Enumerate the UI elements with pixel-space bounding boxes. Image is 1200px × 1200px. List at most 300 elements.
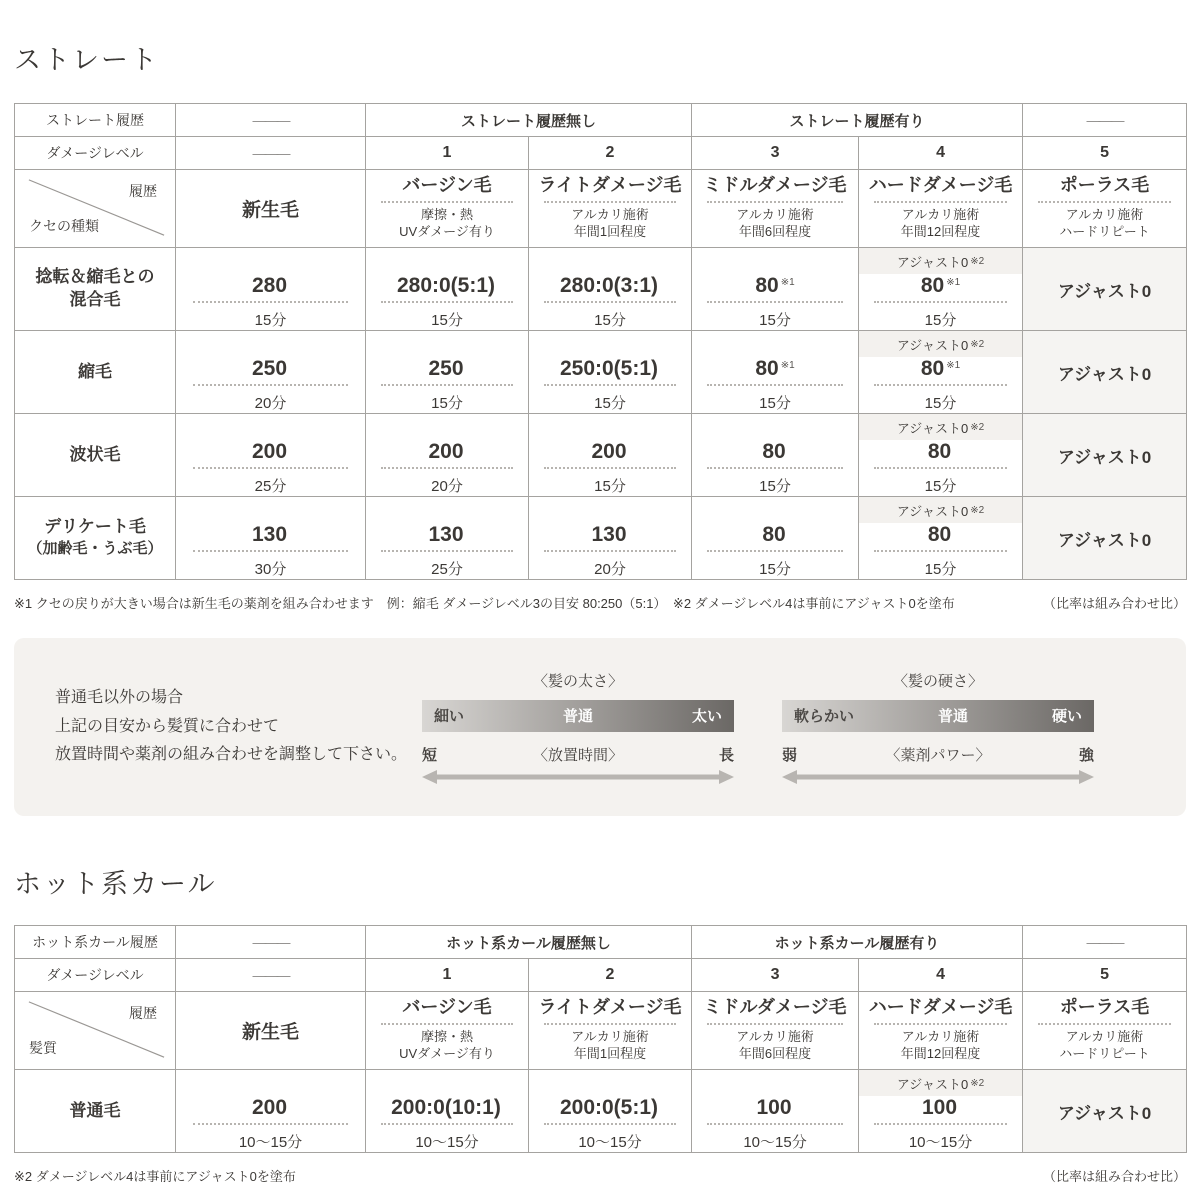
hairtype-name: ライトダメージ毛	[538, 175, 682, 196]
hairtype-cell	[1023, 170, 1187, 248]
dash: ———	[252, 145, 289, 161]
time-text: 15分	[431, 311, 463, 329]
desc-line1: 摩擦・熱	[420, 1029, 473, 1044]
data-cell	[529, 414, 692, 497]
value-text: 250	[251, 356, 288, 380]
adjust-strip-sup: ※2	[970, 504, 985, 516]
dotted-separator	[707, 550, 843, 552]
hot-damage-level-row	[15, 959, 1187, 992]
dash: ———	[1086, 934, 1123, 950]
time-text: 15分	[254, 311, 287, 329]
no-history-label: ホット系カール履歴無し	[446, 934, 611, 952]
desc-line2: 年間6回程度	[738, 1045, 812, 1061]
desc-line1: アルカリ施術	[901, 207, 980, 222]
hairtype-desc	[859, 207, 1022, 241]
base-hair-label: 新生毛	[241, 200, 299, 221]
row-label	[15, 444, 175, 467]
diagonal-top-label: 履歴	[129, 1005, 157, 1021]
level-cell	[1023, 959, 1187, 992]
desc-line1: アルカリ施術	[736, 1029, 814, 1044]
row-label-line2: （加齢毛・うぶ毛）	[27, 540, 163, 558]
desc-line1: アルカリ施術	[1065, 207, 1144, 222]
scale-left-label: 細い	[434, 708, 465, 725]
row-label	[15, 361, 175, 384]
hairtype-desc	[366, 1029, 528, 1063]
value-text: 200:0(5:1)	[559, 1095, 659, 1119]
dash: ———	[1086, 112, 1123, 128]
level-1: 1	[442, 144, 452, 161]
value-text: 80	[927, 439, 952, 463]
time-text: 20分	[254, 394, 287, 412]
table-row	[15, 1070, 1187, 1153]
table-row	[15, 497, 1187, 580]
panel-note	[14, 684, 422, 770]
panel-note-line2: 上記の目安から髪質に合わせて	[55, 717, 280, 735]
level-3: 3	[770, 966, 780, 983]
dotted-separator	[707, 1023, 843, 1025]
hairtype-desc	[1023, 207, 1186, 241]
value-text: 200	[428, 439, 464, 463]
time-text: 15分	[594, 311, 626, 329]
adjust-final-label: アジャスト0	[1057, 530, 1152, 550]
desc-line1: 摩擦・熱	[420, 207, 473, 222]
hairtype-cell	[859, 992, 1023, 1070]
level-4: 4	[936, 966, 945, 983]
dotted-separator	[544, 301, 677, 303]
panel-note-line3: 放置時間や薬剤の組み合わせを調整して下さい。	[55, 746, 408, 764]
scale-right-label: 太い	[691, 708, 722, 725]
data-cell-adjust	[859, 331, 1023, 414]
history-label: ストレート履歴	[46, 112, 144, 128]
level-cell	[366, 959, 529, 992]
value-text: 280:0(3:1)	[559, 273, 659, 297]
dash: ———	[252, 967, 289, 983]
adjust-final-label: アジャスト0	[1057, 447, 1152, 467]
double-arrow-icon	[422, 769, 734, 785]
value-text: 80	[755, 273, 779, 297]
row-label	[15, 516, 175, 559]
hairtype-cell	[366, 170, 529, 248]
dash: ———	[252, 112, 289, 128]
time-text: 15分	[759, 560, 791, 578]
value-text: 80	[920, 273, 945, 297]
straight-table	[14, 103, 1187, 580]
hairtype-desc	[366, 207, 528, 241]
data-cell	[692, 1070, 859, 1153]
data-cell	[529, 331, 692, 414]
adjust-strip	[859, 248, 1022, 274]
damage-label: ダメージレベル	[46, 145, 144, 161]
value-text: 130	[251, 522, 288, 546]
dotted-separator	[1038, 1023, 1172, 1025]
dotted-separator	[707, 1123, 843, 1125]
desc-line2: 年間1回程度	[573, 1045, 647, 1061]
adjust-strip-label: アジャスト0	[896, 254, 969, 270]
hairtype-cell	[692, 992, 859, 1070]
desc-line2: 年間12回程度	[900, 223, 981, 239]
row-label	[15, 1100, 175, 1123]
dotted-separator	[544, 1123, 677, 1125]
adjust-final-cell	[1023, 1070, 1187, 1153]
data-cell-adjust	[859, 497, 1023, 580]
level-cell	[859, 137, 1023, 170]
row-label-cell	[15, 497, 176, 580]
dotted-separator	[874, 550, 1008, 552]
data-cell	[692, 331, 859, 414]
desc-line1: アルカリ施術	[901, 1029, 980, 1044]
axis-title-row	[782, 744, 1094, 765]
hair-hardness-scale	[782, 670, 1094, 785]
data-cell	[529, 497, 692, 580]
adjust-final-cell	[1023, 331, 1187, 414]
level-2: 2	[605, 144, 615, 161]
row-label-line1: 捻転＆縮毛との	[35, 267, 155, 287]
time-text: 15分	[759, 394, 791, 412]
straight-section-title: ストレート	[14, 45, 159, 75]
hairtype-name: ミドルダメージ毛	[703, 175, 847, 196]
value-sup: ※1	[780, 276, 795, 288]
data-cell	[692, 248, 859, 331]
row-label	[15, 266, 175, 312]
axis-left-label: 弱	[782, 746, 798, 764]
dotted-separator	[874, 301, 1008, 303]
hairtype-desc	[1023, 1029, 1186, 1063]
adjust-final-cell	[1023, 248, 1187, 331]
hairtype-name: ハードダメージ毛	[868, 175, 1013, 196]
dotted-separator	[193, 301, 348, 303]
row-label-line1: デリケート毛	[44, 517, 146, 537]
axis-title: 〈放置時間〉	[532, 746, 623, 764]
no-history-label: ストレート履歴無し	[461, 112, 597, 130]
dotted-separator	[381, 384, 514, 386]
gradient-bar	[782, 700, 1094, 732]
time-text: 10～15分	[908, 1133, 973, 1151]
dotted-separator	[707, 301, 843, 303]
desc-line1: アルカリ施術	[1065, 1029, 1144, 1044]
data-cell	[529, 248, 692, 331]
adjust-final-label: アジャスト0	[1057, 1103, 1152, 1123]
adjust-strip-sup: ※2	[970, 1077, 985, 1089]
desc-line1: アルカリ施術	[571, 207, 649, 222]
level-cell	[366, 137, 529, 170]
time-text: 15分	[759, 477, 791, 495]
dotted-separator	[381, 1123, 514, 1125]
adjustment-guide-panel	[14, 638, 1186, 816]
scale-title: 〈髪の硬さ〉	[892, 672, 983, 690]
hairtype-cell	[1023, 992, 1187, 1070]
time-text: 25分	[431, 560, 463, 578]
level-5: 5	[1100, 966, 1109, 983]
history-label-cell	[15, 104, 176, 137]
row-label-cell	[15, 1070, 176, 1153]
data-cell	[366, 414, 529, 497]
level-1: 1	[442, 966, 452, 983]
hot-hairtype-row	[15, 992, 1187, 1070]
dotted-separator	[544, 201, 677, 203]
time-text: 15分	[924, 477, 957, 495]
base-hair-cell	[176, 170, 366, 248]
dotted-separator	[381, 201, 514, 203]
desc-line2: 年間6回程度	[738, 223, 812, 239]
time-text: 20分	[594, 560, 626, 578]
has-history-cell	[692, 926, 1023, 959]
hairtype-name: ポーラス毛	[1059, 997, 1150, 1018]
value-text: 100	[756, 1095, 792, 1119]
data-cell-adjust	[859, 414, 1023, 497]
level-dash-cell	[176, 137, 366, 170]
value-text: 200	[251, 439, 288, 463]
scale-title: 〈髪の太さ〉	[532, 672, 623, 690]
dotted-separator	[874, 1123, 1008, 1125]
adjust-strip	[859, 1070, 1022, 1096]
hairtype-desc	[529, 1029, 691, 1063]
time-text: 20分	[431, 477, 463, 495]
scale-mid-label: 普通	[562, 708, 593, 725]
dotted-separator	[874, 384, 1008, 386]
adjust-strip-label: アジャスト0	[896, 503, 969, 519]
time-text: 10～15分	[578, 1133, 642, 1151]
straight-hairtype-row	[15, 170, 1187, 248]
dotted-separator	[381, 550, 514, 552]
time-text: 30分	[254, 560, 287, 578]
adjust-strip-label: アジャスト0	[896, 420, 969, 436]
value-text: 80	[762, 439, 786, 463]
hairtype-name: ミドルダメージ毛	[703, 997, 847, 1018]
footnote-text: ※2 ダメージレベル4は事前にアジャスト0を塗布	[14, 1169, 296, 1184]
level-cell	[692, 959, 859, 992]
value-text: 250:0(5:1)	[559, 356, 659, 380]
hairtype-cell	[529, 992, 692, 1070]
dotted-separator	[707, 384, 843, 386]
time-text: 25分	[254, 477, 287, 495]
dotted-separator	[707, 201, 843, 203]
dotted-separator	[193, 550, 348, 552]
straight-history-row	[15, 104, 1187, 137]
adjust-final-label: アジャスト0	[1057, 364, 1152, 384]
value-text: 80	[755, 356, 779, 380]
value-sup: ※1	[946, 359, 961, 371]
hairtype-desc	[859, 1029, 1022, 1063]
time-text: 15分	[594, 477, 626, 495]
data-cell	[529, 1070, 692, 1153]
row-label-line2: 混合毛	[69, 290, 121, 309]
desc-line2: UVダメージ有り	[399, 223, 495, 239]
data-cell	[692, 497, 859, 580]
hot-curl-table	[14, 925, 1187, 1153]
hairtype-name: バージン毛	[402, 175, 492, 196]
level-cell	[1023, 137, 1187, 170]
hairtype-name: ポーラス毛	[1059, 175, 1150, 196]
adjust-strip-label: アジャスト0	[896, 337, 969, 353]
desc-line2: UVダメージ有り	[399, 1045, 495, 1061]
time-text: 10～15分	[238, 1133, 303, 1151]
history-dash-cell	[1023, 926, 1187, 959]
adjust-final-cell	[1023, 414, 1187, 497]
value-text: 80	[927, 522, 952, 546]
axis-right-label: 長	[718, 746, 734, 764]
value-sup: ※1	[946, 276, 961, 288]
data-cell	[176, 414, 366, 497]
history-dash-cell	[176, 926, 366, 959]
hot-curl-section-title: ホット系カール	[14, 869, 217, 899]
no-history-cell	[366, 926, 692, 959]
hairtype-name: バージン毛	[402, 997, 492, 1018]
dotted-separator	[381, 467, 514, 469]
row-label-cell	[15, 414, 176, 497]
history-label-cell	[15, 926, 176, 959]
has-history-cell	[692, 104, 1023, 137]
adjust-strip-sup: ※2	[970, 421, 985, 433]
value-text: 80	[762, 522, 786, 546]
scale-right-label: 硬い	[1051, 708, 1082, 725]
desc-line1: アルカリ施術	[571, 1029, 649, 1044]
adjust-final-label: アジャスト0	[1057, 281, 1152, 301]
axis-left-label: 短	[422, 746, 438, 764]
level-2: 2	[605, 966, 615, 983]
hairtype-cell	[692, 170, 859, 248]
value-text: 130	[428, 522, 464, 546]
desc-line2: 年間1回程度	[573, 223, 647, 239]
data-cell	[366, 331, 529, 414]
footnote-text: ※1 クセの戻りが大きい場合は新生毛の薬剤を組み合わせます 例：縮毛 ダメージレベル3の目安 80:250（5:1） ※2 ダメージレベル4は事前にアジャスト0を塗布	[14, 596, 955, 611]
adjust-strip-sup: ※2	[970, 255, 985, 267]
value-text: 200	[251, 1095, 288, 1119]
hairtype-name: ライトダメージ毛	[538, 997, 682, 1018]
row-label-cell	[15, 331, 176, 414]
level-dash-cell	[176, 959, 366, 992]
hairtype-cell	[529, 170, 692, 248]
adjust-final-cell	[1023, 497, 1187, 580]
dash: ———	[252, 934, 289, 950]
adjust-strip	[859, 331, 1022, 357]
axis-right-label: 強	[1078, 746, 1094, 764]
data-cell-adjust	[859, 248, 1023, 331]
time-text: 10～15分	[743, 1133, 807, 1151]
dotted-separator	[1038, 201, 1172, 203]
hairtype-name: ハードダメージ毛	[868, 997, 1013, 1018]
base-hair-label: 新生毛	[241, 1022, 299, 1043]
gradient-bar	[422, 700, 734, 732]
axis-title: 〈薬剤パワー〉	[885, 746, 991, 764]
diagonal-top-label: 履歴	[129, 183, 157, 199]
hot-footnote	[14, 1166, 1186, 1185]
hairtype-desc	[692, 1029, 858, 1063]
ratio-note: （比率は組み合わせ比）	[1042, 1169, 1186, 1184]
value-sup: ※1	[780, 359, 795, 371]
diagonal-bottom-label: クセの種類	[29, 218, 99, 234]
value-text: 200:0(10:1)	[391, 1095, 501, 1119]
dotted-separator	[193, 467, 348, 469]
value-text: 100	[922, 1095, 958, 1119]
data-cell	[366, 1070, 529, 1153]
level-4: 4	[936, 144, 945, 161]
desc-line2: ハードリピート	[1059, 223, 1150, 239]
history-label: ホット系カール履歴	[32, 934, 158, 950]
diagonal-bottom-label: 髪質	[29, 1040, 57, 1056]
has-history-label: ストレート履歴有り	[789, 112, 925, 130]
dotted-separator	[381, 1023, 514, 1025]
has-history-label: ホット系カール履歴有り	[774, 934, 940, 952]
level-cell	[529, 137, 692, 170]
dotted-separator	[193, 384, 348, 386]
value-text: 130	[591, 522, 627, 546]
time-text: 10～15分	[415, 1133, 479, 1151]
scale-left-label: 軟らかい	[794, 708, 855, 725]
data-cell	[176, 331, 366, 414]
dotted-separator	[544, 1023, 677, 1025]
row-label-line1: 縮毛	[78, 361, 112, 381]
ratio-note: （比率は組み合わせ比）	[1042, 596, 1186, 611]
desc-line2: 年間12回程度	[900, 1045, 981, 1061]
history-dash-cell	[176, 104, 366, 137]
data-cell-adjust	[859, 1070, 1023, 1153]
damage-label: ダメージレベル	[46, 967, 144, 983]
time-text: 15分	[924, 311, 957, 329]
time-text: 15分	[924, 394, 957, 412]
row-label-cell	[15, 248, 176, 331]
base-hair-cell	[176, 992, 366, 1070]
adjust-strip-sup: ※2	[970, 338, 985, 350]
level-cell	[692, 137, 859, 170]
dotted-separator	[544, 384, 677, 386]
hot-history-row	[15, 926, 1187, 959]
straight-damage-level-row	[15, 137, 1187, 170]
history-dash-cell	[1023, 104, 1187, 137]
time-text: 15分	[594, 394, 626, 412]
axis-title-row	[422, 744, 734, 765]
table-row	[15, 331, 1187, 414]
panel-note-line1: 普通毛以外の場合	[55, 688, 184, 706]
double-arrow-icon	[782, 769, 1094, 785]
table-row	[15, 414, 1187, 497]
value-text: 80	[920, 356, 945, 380]
scale-mid-label: 普通	[937, 708, 968, 725]
diagonal-header-cell	[15, 992, 176, 1070]
desc-line2: ハードリピート	[1059, 1045, 1150, 1061]
dotted-separator	[544, 550, 677, 552]
hairtype-cell	[366, 992, 529, 1070]
hairtype-desc	[692, 207, 858, 241]
level-5: 5	[1100, 144, 1109, 161]
adjust-strip	[859, 414, 1022, 440]
row-label-line1: 普通毛	[69, 1100, 121, 1120]
straight-footnote	[14, 593, 1186, 612]
data-cell	[366, 497, 529, 580]
diagonal-header-cell	[15, 170, 176, 248]
time-text: 15分	[759, 311, 791, 329]
time-text: 15分	[924, 560, 957, 578]
level-cell	[529, 959, 692, 992]
no-history-cell	[366, 104, 692, 137]
level-3: 3	[770, 144, 780, 161]
row-label-line1: 波状毛	[69, 444, 121, 464]
dotted-separator	[707, 467, 843, 469]
dotted-separator	[874, 467, 1008, 469]
dotted-separator	[544, 467, 677, 469]
hairtype-desc	[529, 207, 691, 241]
time-text: 15分	[431, 394, 463, 412]
level-cell	[859, 959, 1023, 992]
hairtype-cell	[859, 170, 1023, 248]
damage-label-cell	[15, 137, 176, 170]
data-cell	[176, 1070, 366, 1153]
table-row	[15, 248, 1187, 331]
hair-thickness-scale	[422, 670, 734, 785]
desc-line1: アルカリ施術	[736, 207, 814, 222]
adjust-strip-label: アジャスト0	[896, 1076, 969, 1092]
data-cell	[366, 248, 529, 331]
data-cell	[176, 248, 366, 331]
